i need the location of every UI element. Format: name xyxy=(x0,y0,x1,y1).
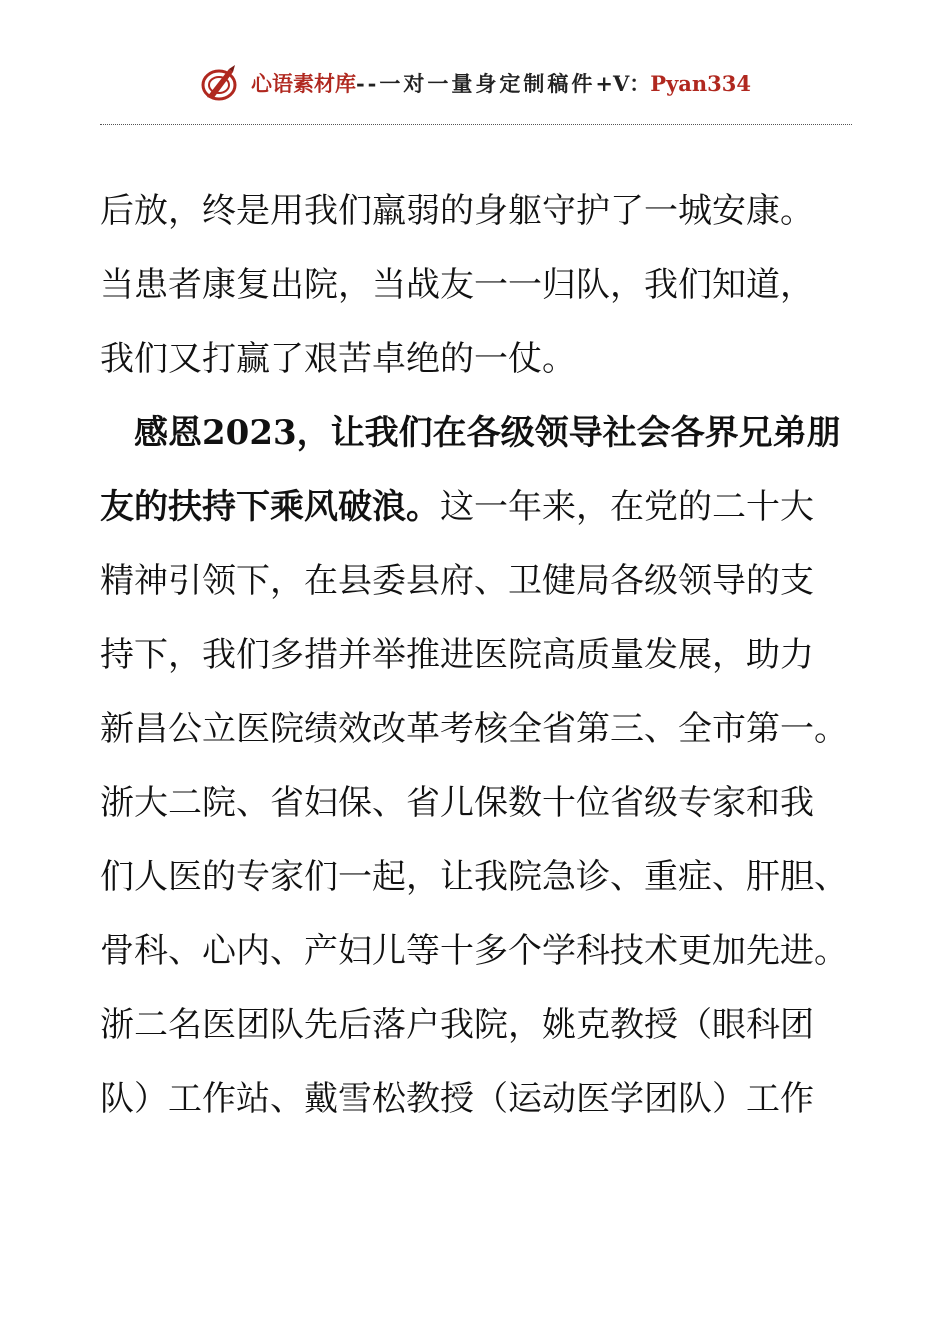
body-line: 后放，终是用我们羸弱的身躯守护了一城安康。 xyxy=(100,191,814,231)
header-slogan: 一对一量身定制稿件 xyxy=(379,71,596,96)
body-line: 精神引领下，在县委县府、卫健局各级领导的支 xyxy=(100,561,814,601)
page-header xyxy=(0,58,950,108)
section-heading-end: 友的扶持下乘风破浪。 xyxy=(100,487,440,527)
body-line-mixed xyxy=(100,470,870,544)
body-line: 队）工作站、戴雪松教授（运动医学团队）工作 xyxy=(100,1079,814,1119)
document-body xyxy=(100,174,870,1136)
section-heading-line: 感恩2023，让我们在各级领导社会各界兄弟朋 xyxy=(134,413,841,453)
body-line: 浙二名医团队先后落户我院，姚克教授（眼科团 xyxy=(100,1005,814,1045)
body-line: 浙大二院、省妇保、省儿保数十位省级专家和我 xyxy=(100,783,814,823)
contact-id: Pyan334 xyxy=(650,71,752,96)
header-divider xyxy=(100,124,852,125)
body-line: 我们又打赢了艰苦卓绝的一仗。 xyxy=(100,339,576,379)
body-line: 们人医的专家们一起，让我院急诊、重症、肝胆、 xyxy=(100,857,848,897)
body-line: 持下，我们多措并举推进医院高质量发展，助力 xyxy=(100,635,814,675)
body-line: 骨科、心内、产妇儿等十多个学科技术更加先进。 xyxy=(100,931,848,971)
header-separator: -- xyxy=(355,71,380,96)
body-line: 新昌公立医院绩效改革考核全省第三、全市第一。 xyxy=(100,709,848,749)
body-line: 当患者康复出院，当战友一一归队，我们知道， xyxy=(100,265,814,305)
body-text: 这一年来，在党的二十大 xyxy=(440,487,814,527)
contact-label: +V： xyxy=(595,71,651,96)
header-title xyxy=(251,68,751,98)
quill-pen-logo-icon xyxy=(199,63,239,103)
brand-name: 心语素材库 xyxy=(250,71,356,96)
